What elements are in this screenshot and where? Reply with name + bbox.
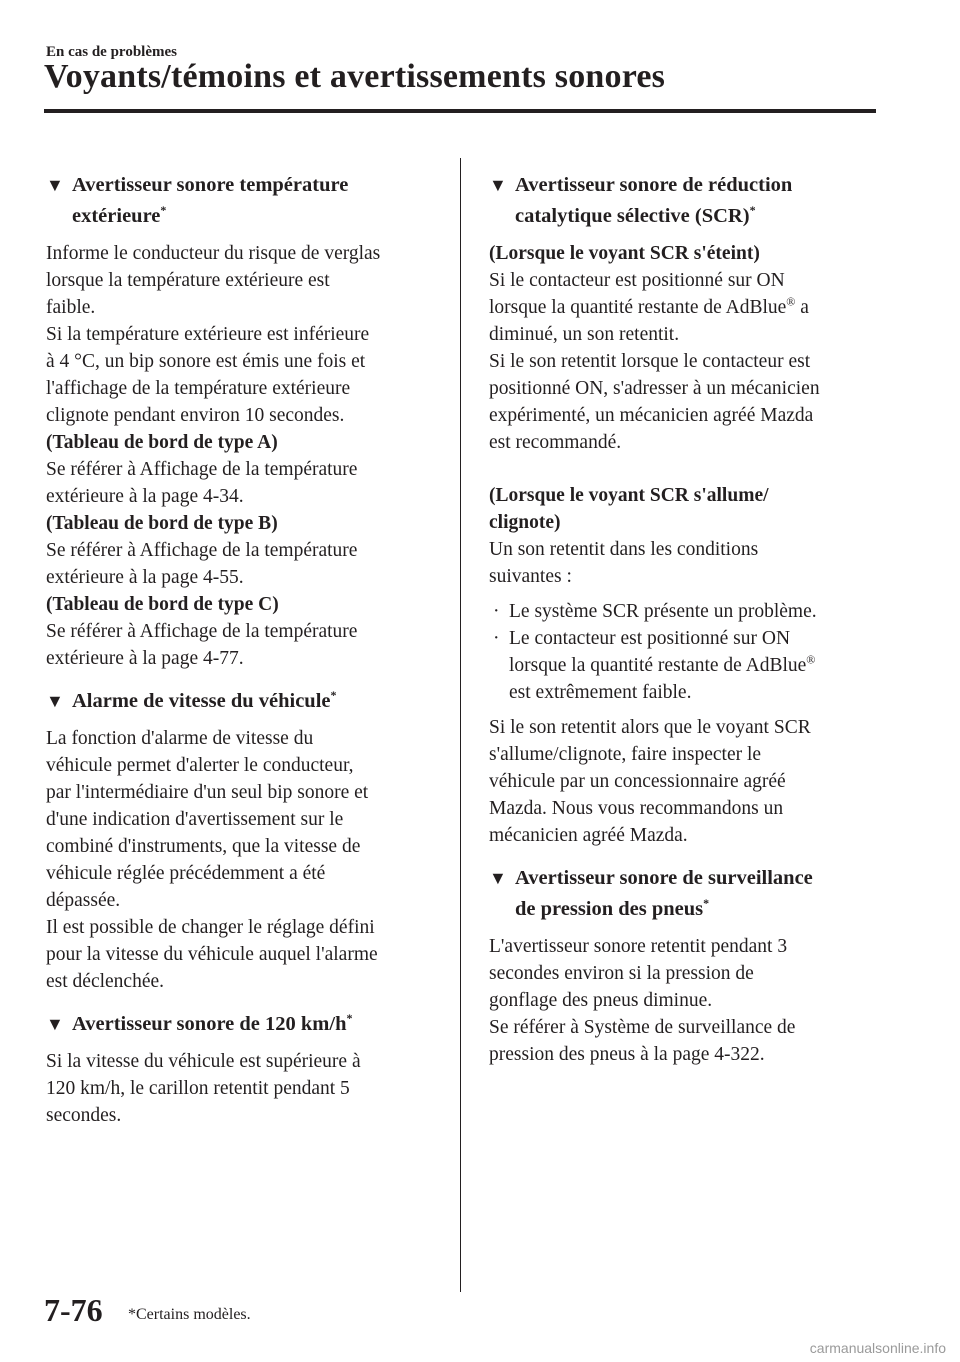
body-line: secondes environ si la pression de — [489, 963, 754, 984]
body-line: pression des pneus à la page 4-322. — [489, 1044, 765, 1065]
body-line: est recommandé. — [489, 432, 622, 453]
section-outside-temp — [46, 170, 442, 672]
registered-mark: ® — [786, 294, 796, 309]
column-divider — [460, 158, 461, 1292]
title-rule — [44, 109, 876, 113]
bullet-dot-icon: · — [493, 601, 500, 622]
body-line: Si le son retentit lorsque le contacteur est — [489, 351, 811, 372]
body-line: Se référer à Système de surveillance de — [489, 1017, 796, 1038]
body-line: véhicule par un concessionnaire agréé — [489, 771, 786, 792]
body-line: d'une indication d'avertissement sur le — [46, 809, 344, 830]
body-line: véhicule réglée précédemment a été — [46, 863, 326, 884]
body-line: Si la température extérieure est inférieure — [46, 324, 370, 345]
body-line: expérimenté, un mécanicien agréé Mazda — [489, 405, 814, 426]
section-title: catalytique sélective (SCR)* — [515, 203, 756, 227]
subheading-type-a: (Tableau de bord de type A) — [46, 432, 278, 453]
body-line: extérieure à la page 4-77. — [46, 648, 244, 669]
body-line: pour la vitesse du véhicule auquel l'alarme — [46, 944, 378, 965]
page-number: 7-76 — [44, 1292, 103, 1328]
body-line: secondes. — [46, 1105, 122, 1126]
body-line: gonflage des pneus diminue. — [489, 990, 713, 1011]
body-line: La fonction d'alarme de vitesse du — [46, 728, 314, 749]
body-line: extérieure à la page 4-55. — [46, 567, 244, 588]
body-line: dépassée. — [46, 890, 121, 911]
footnote: *Certains modèles. — [128, 1306, 251, 1323]
section-title: ▼ Alarme de vitesse du véhicule* — [46, 686, 442, 717]
body-line: Il est possible de changer le réglage défini — [46, 917, 375, 938]
body-line: lorsque la quantité restante de AdBlue® a — [489, 294, 809, 318]
triangle-down-icon: ▼ — [489, 868, 507, 888]
asterisk-note: * — [749, 203, 756, 218]
body-line: Si le contacteur est positionné sur ON — [489, 270, 785, 291]
body-line: 120 km/h, le carillon retentit pendant 5 — [46, 1078, 350, 1099]
body-line: L'avertisseur sonore retentit pendant 3 — [489, 936, 788, 957]
section-title: ▼ Avertisseur sonore de surveillance — [489, 863, 885, 894]
section-title: ▼ Avertisseur sonore de 120 km/h* — [46, 1009, 442, 1040]
left-column — [46, 160, 442, 1129]
section-title: extérieure* — [72, 203, 167, 227]
asterisk-note: * — [330, 688, 337, 703]
asterisk-note: * — [160, 203, 167, 218]
body-line: faible. — [46, 297, 96, 318]
section-speed-alarm — [46, 686, 442, 995]
body-line: clignote pendant environ 10 secondes. — [46, 405, 345, 426]
body-line: à 4 °C, un bip sonore est émis une fois et — [46, 351, 366, 372]
body-line: Un son retentit dans les conditions — [489, 539, 759, 560]
body-line: est déclenchée. — [46, 971, 165, 992]
body-line: suivantes : — [489, 566, 572, 587]
section-tire-pressure — [489, 863, 885, 1068]
subheading-type-b: (Tableau de bord de type B) — [46, 513, 278, 534]
section-title: de pression des pneus* — [515, 896, 710, 920]
body-line: Mazda. Nous vous recommandons un — [489, 798, 784, 819]
body-line: s'allume/clignote, faire inspecter le — [489, 744, 762, 765]
body-line: positionné ON, s'adresser à un mécanicien — [489, 378, 820, 399]
subheading-type-c: (Tableau de bord de type C) — [46, 594, 279, 615]
body-line: lorsque la température extérieure est — [46, 270, 330, 291]
body-line: Se référer à Affichage de la température — [46, 621, 358, 642]
right-column — [489, 160, 885, 1068]
triangle-down-icon: ▼ — [46, 691, 64, 711]
section-120kmh — [46, 1009, 442, 1129]
section-title: ▼ Avertisseur sonore température — [46, 170, 442, 201]
subheading-scr-off: (Lorsque le voyant SCR s'éteint) — [489, 243, 760, 264]
body-line: extérieure à la page 4-34. — [46, 486, 244, 507]
body-line: véhicule permet d'alerter le conducteur, — [46, 755, 354, 776]
asterisk-note: * — [703, 896, 710, 911]
asterisk-note: * — [346, 1011, 353, 1026]
section-title: ▼ Avertisseur sonore de réduction — [489, 170, 885, 201]
body-line: par l'intermédiaire d'un seul bip sonore et — [46, 782, 369, 803]
body-line: combiné d'instruments, que la vitesse de — [46, 836, 361, 857]
list-item: · Le contacteur est positionné sur ON — [489, 625, 885, 652]
subheading-scr-on: (Lorsque le voyant SCR s'allume/ — [489, 485, 769, 506]
triangle-down-icon: ▼ — [46, 1014, 64, 1034]
body-line: mécanicien agréé Mazda. — [489, 825, 688, 846]
triangle-down-icon: ▼ — [489, 175, 507, 195]
page-title: Voyants/témoins et avertissements sonores — [44, 58, 666, 95]
registered-mark: ® — [806, 652, 816, 667]
list-item-continued: lorsque la quantité restante de AdBlue® — [509, 652, 816, 676]
body-line: Si le son retentit alors que le voyant SCR — [489, 717, 811, 738]
body-line: Se référer à Affichage de la température — [46, 459, 358, 480]
watermark: carmanualsonline.info — [809, 1340, 946, 1356]
list-item-continued: est extrêmement faible. — [509, 682, 692, 703]
bullet-dot-icon: · — [493, 628, 500, 649]
body-line: Informe le conducteur du risque de verglas — [46, 243, 381, 264]
breadcrumb: En cas de problèmes — [46, 44, 177, 60]
body-line: diminué, un son retentit. — [489, 324, 680, 345]
triangle-down-icon: ▼ — [46, 175, 64, 195]
section-scr — [489, 170, 885, 849]
body-line: Se référer à Affichage de la température — [46, 540, 358, 561]
subheading-scr-on: clignote) — [489, 512, 561, 533]
body-line: Si la vitesse du véhicule est supérieure à — [46, 1051, 361, 1072]
list-item: · Le système SCR présente un problème. — [489, 598, 885, 625]
body-line: l'affichage de la température extérieure — [46, 378, 351, 399]
